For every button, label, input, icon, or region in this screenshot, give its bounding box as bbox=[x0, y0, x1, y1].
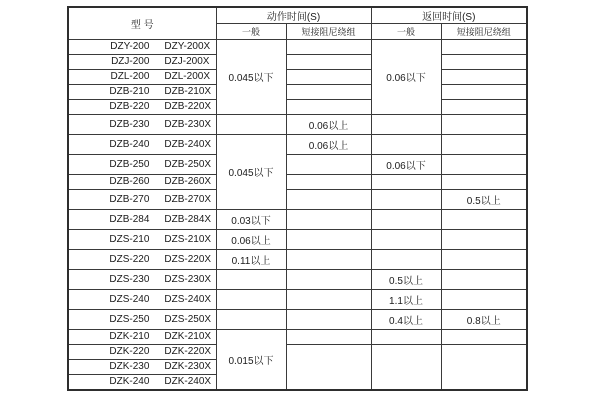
model-name: DZS-240 bbox=[109, 293, 150, 305]
model-name-x: DZB-260X bbox=[164, 176, 212, 188]
table-row bbox=[68, 99, 527, 114]
action-general-cell bbox=[216, 309, 286, 329]
table-header bbox=[68, 7, 527, 40]
return-damped-cell bbox=[441, 209, 527, 229]
return-general-cell: 0.4以上 bbox=[371, 309, 441, 329]
model-cell bbox=[68, 134, 216, 154]
return-damped-cell bbox=[441, 174, 527, 189]
action-damped-cell bbox=[286, 229, 371, 249]
model-name-x: DZB-284X bbox=[164, 213, 212, 225]
action-general-cell: 0.045以下 bbox=[216, 134, 286, 209]
model-name: DZS-220 bbox=[109, 253, 150, 265]
action-damped-cell bbox=[286, 54, 371, 69]
model-cell bbox=[68, 359, 216, 374]
table-row bbox=[68, 114, 527, 134]
model-name-x: DZB-230X bbox=[164, 118, 212, 130]
action-damped-cell bbox=[286, 344, 371, 390]
model-cell bbox=[68, 344, 216, 359]
action-damped-cell: 0.06以上 bbox=[286, 114, 371, 134]
table-body bbox=[68, 40, 527, 391]
table-row bbox=[68, 84, 527, 99]
action-general-cell: 0.11以上 bbox=[216, 249, 286, 269]
model-name-x: DZS-210X bbox=[164, 233, 212, 245]
action-damped-cell bbox=[286, 174, 371, 189]
table-row bbox=[68, 154, 527, 174]
model-cell bbox=[68, 114, 216, 134]
model-name-x: DZB-210X bbox=[164, 86, 212, 98]
model-cell bbox=[68, 54, 216, 69]
table-row bbox=[68, 174, 527, 189]
action-damped-cell bbox=[286, 249, 371, 269]
model-cell bbox=[68, 269, 216, 289]
return-damped-cell bbox=[441, 40, 527, 55]
action-general-cell: 0.045以下 bbox=[216, 40, 286, 115]
action-damped-cell bbox=[286, 40, 371, 55]
return-damped-cell bbox=[441, 114, 527, 134]
model-name: DZB-220 bbox=[109, 101, 150, 113]
return-general-cell: 1.1以上 bbox=[371, 289, 441, 309]
model-cell bbox=[68, 229, 216, 249]
model-name-x: DZY-200X bbox=[164, 41, 211, 53]
action-general-cell bbox=[216, 289, 286, 309]
return-damped-cell bbox=[441, 344, 527, 390]
return-general-cell bbox=[371, 134, 441, 154]
table-row bbox=[68, 344, 527, 359]
return-damped-cell bbox=[441, 69, 527, 84]
header-model: 型 号 bbox=[68, 7, 216, 40]
model-name-x: DZS-230X bbox=[164, 273, 212, 285]
return-general-cell bbox=[371, 114, 441, 134]
model-cell bbox=[68, 99, 216, 114]
model-name: DZB-250 bbox=[109, 158, 150, 170]
model-name: DZS-210 bbox=[109, 233, 150, 245]
action-damped-cell bbox=[286, 269, 371, 289]
model-cell bbox=[68, 309, 216, 329]
return-damped-cell bbox=[441, 54, 527, 69]
return-damped-cell bbox=[441, 134, 527, 154]
table-row bbox=[68, 329, 527, 344]
table-row bbox=[68, 40, 527, 55]
action-damped-cell bbox=[286, 329, 371, 344]
return-general-cell bbox=[371, 189, 441, 209]
model-cell bbox=[68, 209, 216, 229]
return-damped-cell: 0.5以上 bbox=[441, 189, 527, 209]
action-damped-cell bbox=[286, 209, 371, 229]
action-damped-cell bbox=[286, 154, 371, 174]
action-general-cell bbox=[216, 114, 286, 134]
model-name-x: DZK-230X bbox=[164, 361, 212, 373]
table-row bbox=[68, 189, 527, 209]
return-general-cell bbox=[371, 344, 441, 390]
return-general-cell bbox=[371, 174, 441, 189]
model-cell bbox=[68, 154, 216, 174]
model-name: DZJ-200 bbox=[111, 56, 150, 68]
action-general-cell: 0.03以下 bbox=[216, 209, 286, 229]
table-row bbox=[68, 134, 527, 154]
model-cell bbox=[68, 84, 216, 99]
table-row bbox=[68, 249, 527, 269]
model-name: DZB-260 bbox=[109, 176, 150, 188]
return-damped-cell bbox=[441, 229, 527, 249]
action-damped-cell: 0.06以上 bbox=[286, 134, 371, 154]
model-cell bbox=[68, 174, 216, 189]
model-cell bbox=[68, 69, 216, 84]
return-general-cell: 0.06以下 bbox=[371, 154, 441, 174]
model-name: DZB-240 bbox=[109, 138, 150, 150]
return-general-cell bbox=[371, 229, 441, 249]
return-general-cell bbox=[371, 209, 441, 229]
return-damped-cell bbox=[441, 329, 527, 344]
model-name: DZY-200 bbox=[110, 41, 150, 53]
model-name-x: DZS-250X bbox=[164, 313, 212, 325]
model-name-x: DZK-220X bbox=[164, 346, 212, 358]
return-damped-cell bbox=[441, 269, 527, 289]
model-name-x: DZK-210X bbox=[164, 331, 212, 343]
table-row bbox=[68, 269, 527, 289]
action-damped-cell bbox=[286, 99, 371, 114]
model-name-x: DZS-240X bbox=[164, 293, 212, 305]
table-row bbox=[68, 229, 527, 249]
model-cell bbox=[68, 329, 216, 344]
model-cell bbox=[68, 374, 216, 390]
model-name: DZK-210 bbox=[109, 331, 150, 343]
action-damped-cell bbox=[286, 84, 371, 99]
return-general-cell bbox=[371, 249, 441, 269]
table-row bbox=[68, 54, 527, 69]
relay-spec-table bbox=[67, 6, 528, 391]
return-damped-cell: 0.8以上 bbox=[441, 309, 527, 329]
header-action-time: 动作时间(S) bbox=[216, 7, 371, 24]
model-name: DZK-220 bbox=[109, 346, 150, 358]
table-row bbox=[68, 289, 527, 309]
model-name-x: DZS-220X bbox=[164, 253, 212, 265]
model-name-x: DZJ-200X bbox=[164, 56, 210, 68]
model-name-x: DZB-240X bbox=[164, 138, 212, 150]
table-row bbox=[68, 69, 527, 84]
model-name-x: DZL-200X bbox=[164, 71, 210, 83]
model-name-x: DZB-220X bbox=[164, 101, 212, 113]
action-general-cell: 0.06以上 bbox=[216, 229, 286, 249]
return-damped-cell bbox=[441, 249, 527, 269]
header-return-damped: 短接阻尼绕组 bbox=[441, 24, 527, 40]
action-damped-cell bbox=[286, 69, 371, 84]
model-name-x: DZB-250X bbox=[164, 158, 212, 170]
action-damped-cell bbox=[286, 309, 371, 329]
model-name: DZB-284 bbox=[109, 213, 150, 225]
model-name: DZK-230 bbox=[109, 361, 150, 373]
return-damped-cell bbox=[441, 154, 527, 174]
model-name: DZL-200 bbox=[110, 71, 150, 83]
model-name: DZB-270 bbox=[109, 193, 150, 205]
header-action-general: 一般 bbox=[216, 24, 286, 40]
model-name-x: DZB-270X bbox=[164, 193, 212, 205]
header-return-general: 一般 bbox=[371, 24, 441, 40]
return-general-cell: 0.5以上 bbox=[371, 269, 441, 289]
action-damped-cell bbox=[286, 189, 371, 209]
model-name: DZB-230 bbox=[109, 118, 150, 130]
model-cell bbox=[68, 289, 216, 309]
model-cell bbox=[68, 249, 216, 269]
return-damped-cell bbox=[441, 99, 527, 114]
table-row bbox=[68, 209, 527, 229]
return-general-cell bbox=[371, 329, 441, 344]
model-name-x: DZK-240X bbox=[164, 376, 212, 388]
model-cell bbox=[68, 40, 216, 55]
action-general-cell bbox=[216, 269, 286, 289]
model-name: DZK-240 bbox=[109, 376, 150, 388]
model-name: DZS-250 bbox=[109, 313, 150, 325]
action-general-cell: 0.015以下 bbox=[216, 329, 286, 390]
header-action-damped: 短接阻尼绕组 bbox=[286, 24, 371, 40]
action-damped-cell bbox=[286, 289, 371, 309]
return-damped-cell bbox=[441, 84, 527, 99]
header-return-time: 返回时间(S) bbox=[371, 7, 527, 24]
model-name: DZB-210 bbox=[109, 86, 150, 98]
return-damped-cell bbox=[441, 289, 527, 309]
table-row bbox=[68, 309, 527, 329]
return-general-cell: 0.06以下 bbox=[371, 40, 441, 115]
model-name: DZS-230 bbox=[109, 273, 150, 285]
model-cell bbox=[68, 189, 216, 209]
